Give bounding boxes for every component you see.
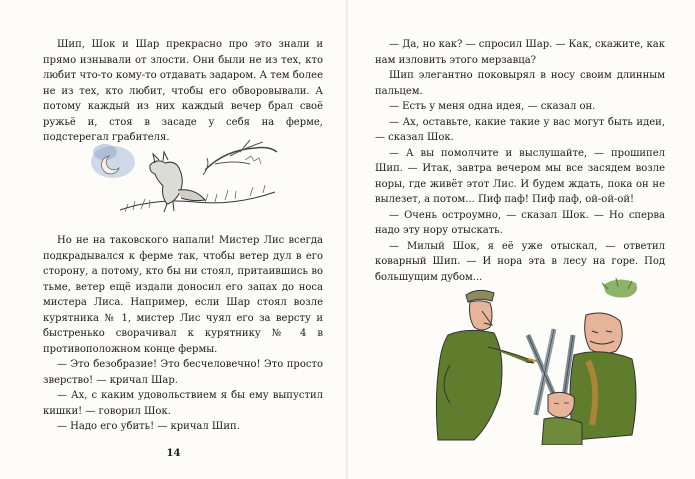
paragraph: Шип элегантно поковырял в носу своим длинным пальцем. [375, 70, 665, 97]
fox-moon-illustration [85, 130, 280, 225]
left-page [0, 0, 347, 479]
right-page [348, 0, 695, 479]
paragraph: — Ах, с каким удовольствием я бы ему выпустил кишки! — говорил Шок. [43, 390, 323, 417]
paragraph: — Ах, оставьте, какие такие у вас могут быть идеи, — сказал Шок. [375, 116, 665, 143]
left-page-bottom-text [43, 233, 323, 435]
paragraph: — Есть у меня одна идея, — сказал он. [389, 101, 596, 112]
paragraph: — Очень остроумно, — сказал Шок. — Но сперва надо эту нору отыскать. [375, 209, 665, 236]
three-farmers-illustration [378, 275, 658, 445]
paragraph: — Надо его убить! — кричал Шип. [57, 421, 240, 432]
paragraph: — Это безобразие! Это бесчеловечно! Это просто зверство! — кричал Шар. [43, 359, 323, 386]
paragraph: Но не на таковского напали! Мистер Лис всегда подкрадывался к ферме так, чтобы ветер дул в его сторону, а потому, кто бы ни стоял, притаившись во тьме, ветер ещё издали доносил его запах до носа мистера Лиса. Например, если Шар стоял возле курятника № 1, мистер Лис чуял его за версту и быстренько сворачивал к курятнику № 4 в противоположном конце фермы. [43, 235, 323, 355]
page-number: 14 [166, 448, 181, 459]
paragraph: — Милый Шок, я её уже отыскал, — ответил коварный Шип. — И нора эта в лесу на горе. Под большущим дубом... [375, 240, 665, 283]
paragraph: — А вы помолчите и выслушайте, — прошипел Шип. — Итак, завтра вечером мы все засядем возле норы, где живёт этот Лис. И будем ждать, пока он не вылезет, а потом... Пиф паф! Пиф паф, ой-ой-ой! [375, 147, 665, 205]
paragraph: Шип, Шок и Шар прекрасно про это знали и прямо изнывали от злости. Они были не из тех, кто любит что-то кому-то отдавать задаром. А тем более не из тех, кто любит, чтобы его обворовывали. А потому каждый из них каждый вечер брал своё ружьё и, стоя в засаде у себя на ферме, подстерегал грабителя. [43, 39, 323, 143]
paragraph: — Да, но как? — спросил Шар. — Как, скажите, как нам изловить этого мерзавца? [375, 39, 665, 66]
right-page-text [375, 37, 665, 285]
